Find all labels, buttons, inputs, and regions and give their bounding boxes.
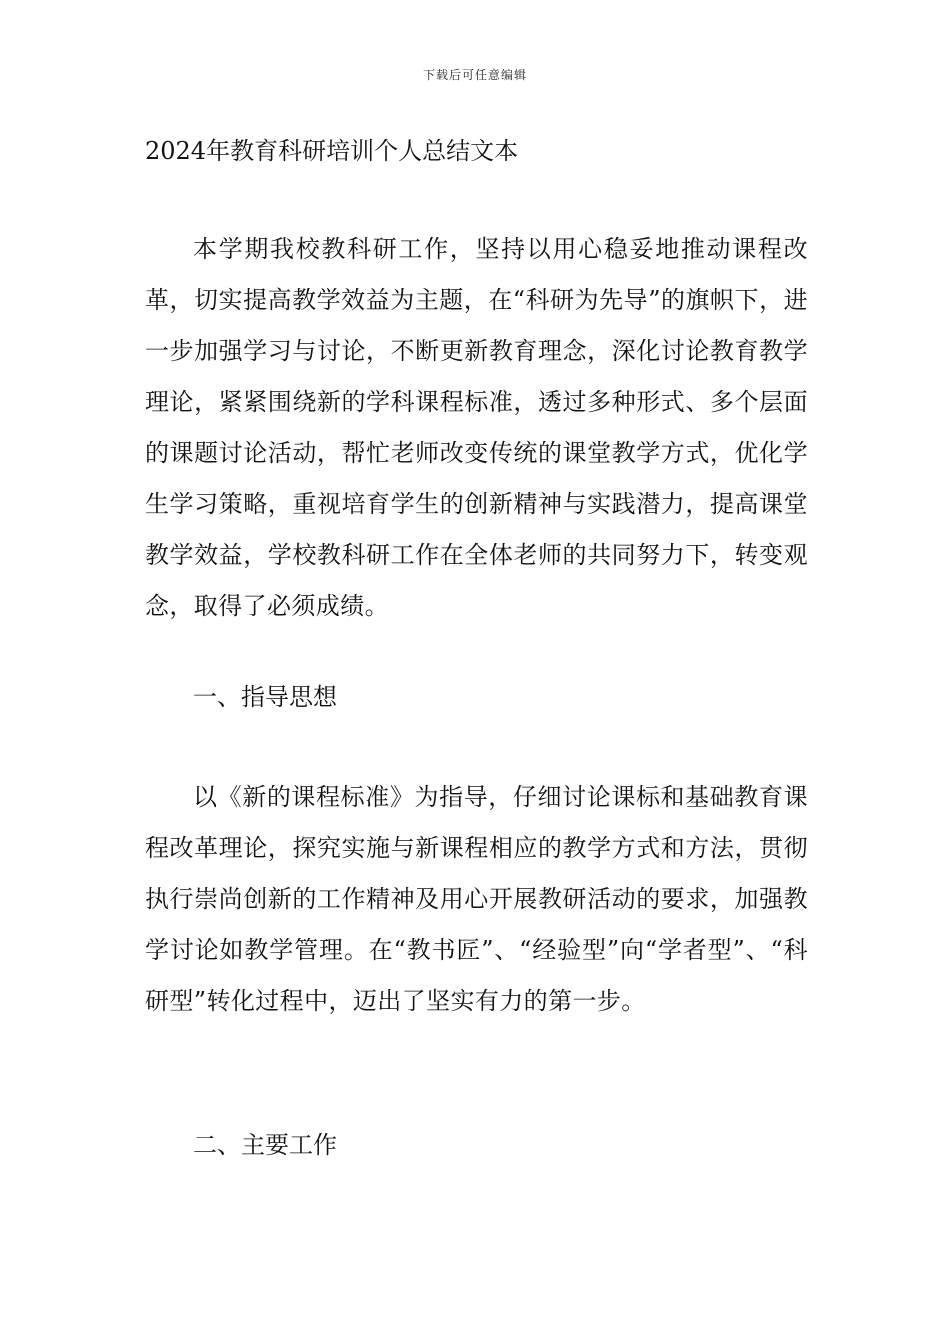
section-heading-guiding-thought: 一、指导思想	[193, 683, 337, 711]
paragraph-guiding-thought: 以《新的课程标准》为指导，仔细讨论课标和基础教育课程改革理论，探究实施与新课程相应的教学方式和方法，贯彻执行崇尚创新的工作精神及用心开展教研活动的要求，加强教学讨论如教学管理。在“教书匠”、“经验型”向“学者型”、“科研型”转化过程中，迈出了坚实有力的第一步。	[145, 783, 808, 1015]
document-title: 2024年教育科研培训个人总结文本	[145, 137, 519, 165]
header-note: 下载后可任意编辑	[422, 68, 527, 82]
paragraph-intro: 本学期我校教科研工作，坚持以用心稳妥地推动课程改革，切实提高教学效益为主题，在“科研为先导”的旗帜下，进一步加强学习与讨论，不断更新教育理念，深化讨论教育教学理论，紧紧围绕新的学科课程标准，透过多种形式、多个层面的课题讨论活动，帮忙老师改变传统的课堂教学方式，优化学生学习策略，重视培育学生的创新精神与实践潜力，提高课堂教学效益，学校教科研工作在全体老师的共同努力下，转变观念，取得了必须成绩。	[145, 235, 808, 620]
section-heading-main-work: 二、主要工作	[193, 1131, 337, 1159]
